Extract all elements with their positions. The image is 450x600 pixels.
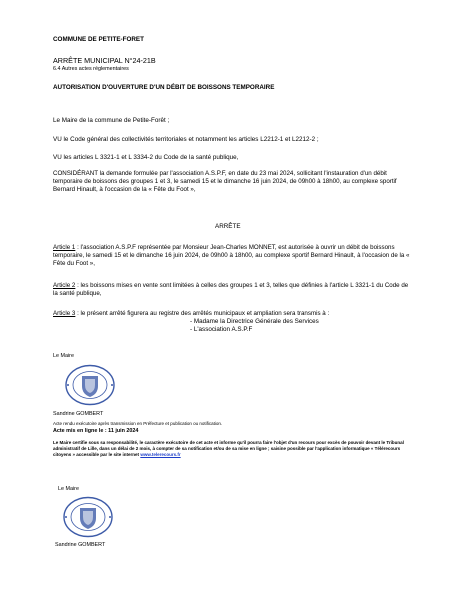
act-category: 6.4 Autres actes réglementaires (53, 66, 129, 72)
arrete-subject: AUTORISATION D'OUVERTURE D'UN DÉBIT DE BOISSONS TEMPORAIRE (53, 84, 275, 91)
arrete-heading: ARRÊTE (215, 223, 241, 230)
commune-name: COMMUNE DE PETITE-FORET (53, 36, 144, 43)
article-3 (53, 310, 413, 318)
signatory-name: Sandrine GOMBERT (55, 542, 106, 548)
considerant-text: la demande formulée par l'association A.S.P.F, en date du 23 mai 2024, sollicitant l'instauration d'un débit temporaire de boissons des groupes 1 et 3, le samedi 15 et le dimanche 16 juin 2024, de 09h00 à 18h00, au complexe sportif Bernard Hinault, à l'occasion de la « Fête du Foot », (53, 170, 397, 194)
telerecours-link[interactable]: www.telerecours.fr (140, 452, 181, 457)
article-2 (53, 282, 413, 298)
article-1-text: : l'association A.S.P.F représentée par Monsieur Jean-Charles MONNET, est autorisée à ouvrir un débit de boissons temporaire, le samedi 15 et le dimanche 16 juin 2024, de 09h00 à 18h00, au complexe sportif Bernard Hinault, à l'occasion de la « Fête du Foot », (53, 244, 410, 268)
article-3-text: : le présent arrêté figurera au registre des arrêtés municipaux et ampliation sera transmis à : (75, 310, 330, 317)
article-2-label: Article 2 (53, 282, 76, 289)
appeal-notice (53, 440, 408, 458)
article-1-label: Article 1 (53, 244, 76, 251)
signatory-title: Le Maire (53, 353, 74, 359)
ampliation-item: - Madame la Directrice Générale des Services (190, 318, 319, 325)
online-date: Acte mis en ligne le : 11 juin 2024 (53, 428, 139, 434)
article-2-text: : les boissons mises en vente sont limitées à celles des groupes 1 et 3, telles que définies à l'article L 3321-1 du Code de la santé publique, (53, 282, 409, 298)
signatory-name: Sandrine GOMBERT (53, 411, 104, 417)
signatory-title: Le Maire (58, 486, 79, 492)
appeal-text: Le Maire certifie sous sa responsabilité, le caractère exécutoire de cet acte et informe qu'il pourra faire l'objet d'un recours pour excès de pouvoir devant le Tribunal administratif de Lille, dans un délai de 2 mois, à compter de sa notification et/ou de sa mise en ligne ; saisine possible par l'application informatique « Télérecours citoyens » accessible par le site internet (53, 440, 404, 457)
arrete-number: ARRÊTE MUNICIPAL N°24-21B (53, 56, 156, 65)
mairie-seal-image (62, 496, 114, 538)
article-1 (53, 244, 413, 269)
preamble-maire: Le Maire de la commune de Petite-Forêt ; (53, 117, 170, 124)
article-3-label: Article 3 (53, 310, 76, 317)
preamble-vu-csp: VU les articles L 3321-1 et L 3334-2 du Code de la santé publique, (53, 154, 239, 161)
ampliation-item: - L'association A.S.P.F (190, 326, 253, 333)
mairie-seal-image (64, 364, 116, 406)
considerant-label: CONSIDÉRANT (53, 170, 98, 177)
executory-notice: Acte rendu exécutoire après transmission en Préfecture et publication ou notification. (53, 421, 223, 426)
preamble-vu-cgct: VU le Code général des collectivités territoriales et notamment les articles L2212-1 et L2212-2 ; (53, 136, 319, 143)
considerant-paragraph (53, 170, 413, 195)
